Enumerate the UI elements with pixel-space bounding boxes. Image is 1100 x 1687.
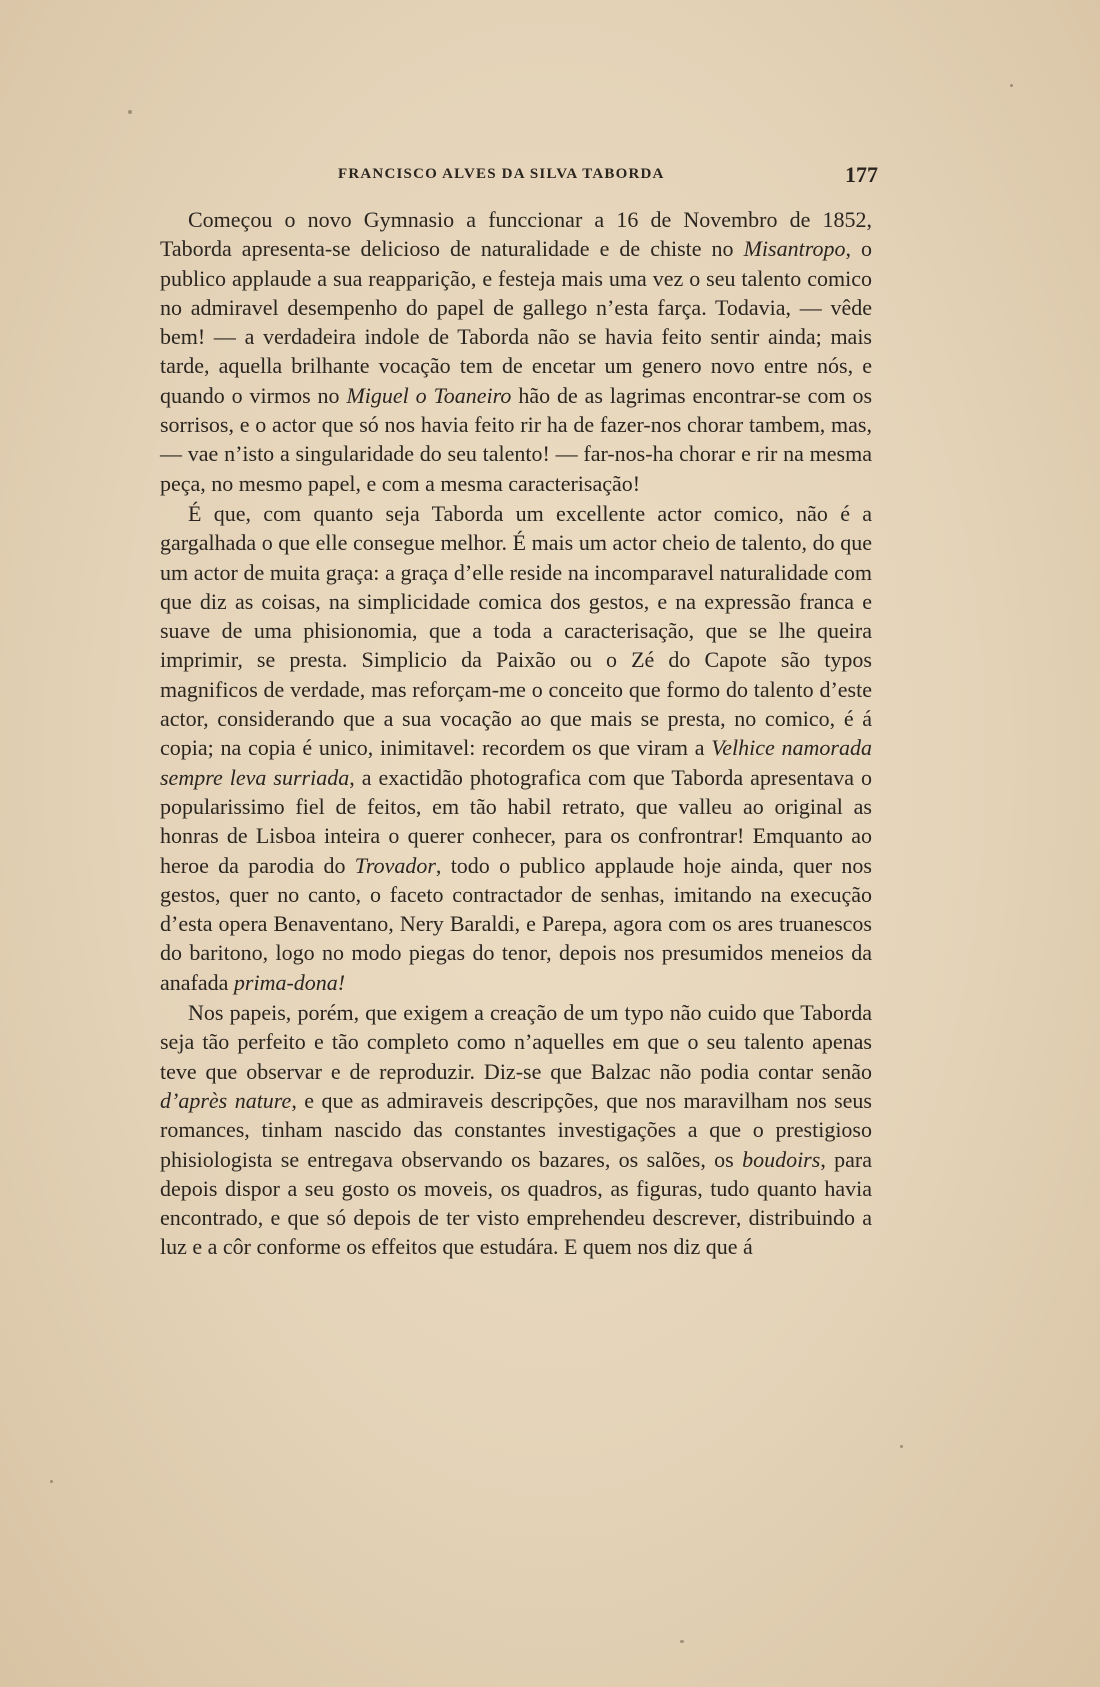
italic-title: Velhice namorada sempre leva surriada (160, 735, 872, 790)
page-header (338, 162, 878, 192)
text-run: , para depois dispor a seu gosto os moveis, os quadros, as figuras, tudo quanto havia encontrado, e que só depois de ter visto emprehendeu descrever, distribuindo a luz e a côr conforme os effeitos que estudára. E quem nos diz que á (160, 1146, 872, 1260)
paper-speck (50, 1480, 53, 1483)
text-run: Começou o novo Gymnasio a funccionar a 16 de Novembro de 1852, Taborda apresenta-se delicioso de naturalidade e de chiste no (160, 207, 872, 262)
italic-title: prima-dona! (233, 969, 346, 995)
paper-speck (128, 110, 132, 114)
italic-phrase: d’après nature (160, 1087, 292, 1113)
running-head: FRANCISCO ALVES DA SILVA TABORDA (338, 166, 665, 182)
paper-speck (900, 1445, 903, 1448)
italic-phrase: boudoirs (742, 1146, 821, 1172)
italic-title: Misantropo (743, 236, 846, 262)
paragraph (160, 205, 872, 498)
text-run: hão de as lagrimas encontrar-se com os sorrisos, e o actor que só nos havia feito rir ha de fazer-nos chorar tambem, mas, — vae n’isto a singularidade do seu talento! — far-nos-ha chorar e rir na mesma peça, no mesmo papel, e com a mesma caracterisação! (160, 382, 872, 496)
body-text (160, 205, 872, 1262)
paper-speck (1010, 84, 1013, 87)
italic-title: Trovador (354, 852, 436, 878)
italic-title: Miguel o Toaneiro (346, 382, 512, 408)
text-run: , e que as admiraveis descripções, que nos maravilham nos seus romances, tinham nascido das constantes investigações a que o prestigioso phisiologista se entregava observando os bazares, os salões, os (160, 1087, 872, 1172)
paragraph (160, 499, 872, 997)
page-number: 177 (845, 162, 878, 187)
text-run: , a exactidão photografica com que Taborda apresentava o popularissimo fiel de feitos, em tão habil retrato, que valleu ao original as honras de Lisboa inteira o querer conhecer, para os confrontrar! Emquanto ao heroe da parodia do (160, 764, 872, 878)
paper-speck (680, 1640, 684, 1643)
paragraph (160, 998, 872, 1262)
text-run: , o publico applaude a sua reapparição, e festeja mais uma vez o seu talento comico no admiravel desempenho do papel de gallego n’esta farça. Todavia, — vêde bem! — a verdadeira indole de Taborda não se havia feito sentir ainda; mais tarde, aquella brilhante vocação tem de encetar um genero novo entre nós, e quando o virmos no (160, 236, 872, 408)
text-run: Nos papeis, porém, que exigem a creação de um typo não cuido que Taborda seja tão perfeito e tão completo como n’aquelles em que o seu talento apenas teve que observar e de reproduzir. Diz-se que Balzac não podia contar senão (160, 1000, 872, 1084)
text-run: É que, com quanto seja Taborda um excellente actor comico, não é a gargalhada o que elle consegue melhor. É mais um actor cheio de talento, do que um actor de muita graça: a graça d’elle reside na incomparavel naturalidade com que diz as coisas, na simplicidade comica dos gestos, e na expressão franca e suave de uma phisionomia, que a toda a caracterisação, que se lhe queira imprimir, se presta. Simplicio da Paixão ou o Zé do Capote são typos magnificos de verdade, mas reforçam-me o conceito que formo do talento d’este actor, considerando que a sua vocação ao que mais se presta, no comico, é á copia; na copia é unico, inimitavel: recordem os que viram a (160, 500, 872, 761)
text-run: , todo o publico applaude hoje ainda, quer nos gestos, quer no canto, o faceto contractador de senhas, imitando na execução d’esta opera Benaventano, Nery Baraldi, e Parepa, agora com os ares truanescos do baritono, logo no modo piegas do tenor, depois nos presumidos meneios da anafada (160, 852, 872, 995)
